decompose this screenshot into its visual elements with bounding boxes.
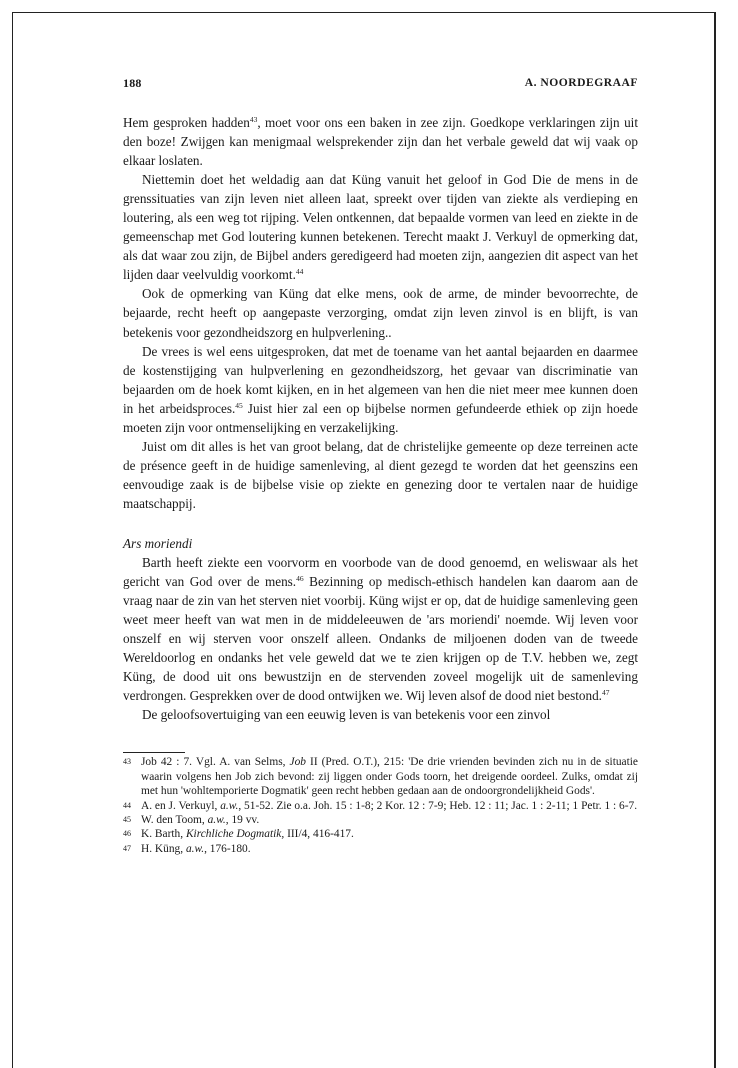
footnote-rule — [123, 752, 185, 753]
footnote — [123, 827, 638, 841]
running-title: A. NOORDEGRAAF — [524, 76, 638, 89]
running-head — [123, 72, 638, 94]
footnote-ref: 47 — [601, 688, 610, 698]
footnote-ref: 44 — [295, 267, 304, 277]
footnote-text: H. Küng, a.w., 176-180. — [141, 842, 251, 855]
footnote-number: 43 — [123, 757, 131, 767]
italic-title: Kirchliche Dogmatik, — [185, 828, 285, 841]
paragraph: Barth heeft ziekte een voorvorm en voorbode van de dood genoemd, en weliswaar als het gericht van God over de mens.$^{46}$ Bezinning op medisch-ethisch handelen kan daarom aan de vraag naar de zin van het sterven niet voorbij. Küng wijst er op, dat de huidige samenleving geen weet meer heeft van wat men in de middeleeuwen de 'ars moriendi' noemde. Wij leven voor onszelf en wij sterven voor onszelf alleen. Ondanks de miljoenen doden van de tweede Wereldoorlog en ondanks het vele geweld dat we te zien krijgen op de T.V. hebben we, zegt Küng, de dood uit ons bewustzijn en de stervenden zoveel mogelijk uit de samenleving verdrongen. Gesprekken over de dood ontwijken we. Wij leven alsof de dood niet bestond.$^{47}$ — [123, 555, 638, 704]
section-text — [123, 553, 638, 724]
paragraph: De geloofsovertuiging van een eeuwig leven is van betekenis voor een zinvol — [142, 707, 551, 723]
italic-title: a.w. — [220, 799, 239, 812]
footnote-number: 44 — [123, 800, 131, 810]
paragraph: Hem gesproken hadden$^{43}$, moet voor ons een baken in zee zijn. Goedkope verklaringen zijn uit den boze! Zwijgen kan menigmaal welsprekender zijn dan het verbale geweld dat wij vaak op elkaar loslaten. — [123, 115, 638, 169]
footnote-number: 47 — [123, 843, 131, 853]
footnotes — [123, 755, 638, 856]
footnote-text: A. en J. Verkuyl, a.w., 51-52. Zie o.a. Joh. 15 : 1-8; 2 Kor. 12 : 7-9; Heb. 12 : 11; Jac. 1 : 2-11; 1 Petr. 1 : 6-7. — [141, 799, 638, 812]
paragraph: De vrees is wel eens uitgesproken, dat met de toename van het aantal bejaarden en daarmee de kostenstijging van hulpverlening en gezondheidszorg, het gevaar van discriminatie van bejaarden om de hoek komt kijken, en in het algemeen van hen die niet meer mee kunnen doen in het arbeidsproces.$^{45}$ Juist hier zal een op bijbelse normen gefundeerde ethiek op zijn hoede moeten zijn voor ontmenselijking en verzakelijking. — [123, 343, 638, 435]
footnote — [123, 842, 638, 856]
footnote-ref: 43 — [249, 115, 258, 124]
footnote-number: 46 — [123, 829, 131, 839]
footnote-ref: 45 — [235, 400, 243, 410]
body-text — [123, 113, 638, 513]
paragraph: Ook de opmerking van Küng dat elke mens, ook de arme, de minder bevoorrechte, de bejaarde, recht heeft op aangepaste verzorging, omdat zijn leven zinvol is en blijft, is van betekenis voor gezondheidszorg en hulpverlening.. — [123, 286, 638, 340]
page-number: 188 — [123, 76, 142, 90]
footnote — [123, 799, 638, 813]
section-heading: Ars moriendi — [123, 535, 193, 551]
italic-title: Job — [289, 756, 306, 769]
footnote-number: 45 — [123, 815, 131, 825]
footnote-ref: 46 — [296, 574, 304, 584]
footnote-text: K. Barth, Kirchliche Dogmatik, III/4, 416-417. — [141, 828, 354, 841]
footnote-text: W. den Toom, a.w., 19 vv. — [141, 814, 260, 827]
footnote-text: Job 42 : 7. Vgl. A. van Selms, Job II (Pred. O.T.), 215: 'De drie vrienden bevinden zich nu in de situatie waarin volgens hen Job zich bevond: zij liggen onder Gods toorn, het dreigende oordeel. Zulks, omdat zij met hun 'wohltemporierte Dogmatik' geen recht hebben gedaan aan de ondoorgrondelijkheid Gods'. — [141, 756, 638, 798]
book-page — [123, 72, 638, 856]
footnote — [123, 755, 638, 798]
italic-title: a.w. — [207, 814, 226, 827]
footnote — [123, 813, 638, 827]
paragraph: Niettemin doet het weldadig aan dat Küng vanuit het geloof in God Die de mens in de grenssituaties van zijn leven niet alleen laat, spreekt over tijden van ziekte als verdieping en loutering, als een weg tot rijping. Velen ontkennen, dat bepaalde vormen van leed en ziekte in de gemeenschap met God loutering kunnen betekenen. Terecht maakt J. Verkuyl de opmerking dat, als dat waar zou zijn, de Bijbel anders geredigeerd had moeten zijn, aangezien dit aspect van het lijden daar veelvuldig voorkomt.$^{44}$ — [123, 172, 638, 283]
italic-title: a.w. — [185, 842, 205, 855]
paragraph: Juist om dit alles is het van groot belang, dat de christelijke gemeente op deze terreinen acte de présence geeft in de huidige samenleving, al dient gezegd te worden dat het geenszins een eenvoudige zaak is de bijbelse visie op ziekte en genezing door te vertalen naar de huidige maatschappij. — [123, 438, 638, 511]
